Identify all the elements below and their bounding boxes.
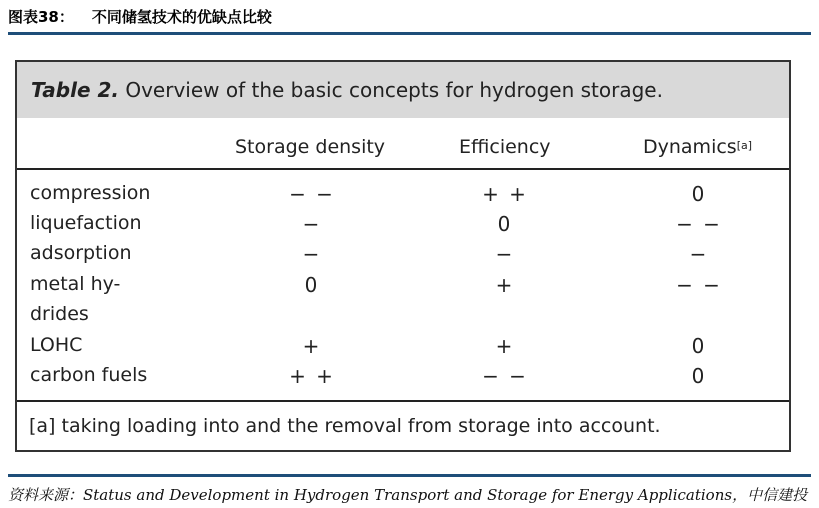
header-dynamics-text: Dynamics xyxy=(643,136,737,158)
table-cell: + xyxy=(495,273,515,297)
table-cell: − − xyxy=(482,364,528,388)
figure-label: 图表38： xyxy=(8,8,74,26)
table-cell: 0 xyxy=(304,273,320,297)
table-cell: − xyxy=(495,242,515,266)
header-storage-density: Storage density xyxy=(235,136,386,158)
table-cell: − − xyxy=(676,273,722,297)
bottom-divider xyxy=(8,474,811,477)
table-cell: 0 xyxy=(497,212,513,236)
row-label: compression xyxy=(30,182,151,204)
row-label: LOHC xyxy=(30,334,83,356)
table-cell: − − xyxy=(289,182,335,206)
table-cell: − xyxy=(302,242,322,266)
source-note: 资料来源：Status and Development in Hydrogen Transport and Storage for Energy Applications，中信建投 xyxy=(8,486,808,504)
header-dynamics-footnote-mark: [a] xyxy=(736,139,753,152)
row-label: adsorption xyxy=(30,242,132,264)
table-cell: − xyxy=(689,242,709,266)
row-label: metal hy- xyxy=(30,273,121,295)
table-cell: + xyxy=(302,334,322,358)
caption-text: Overview of the basic concepts for hydrogen storage. xyxy=(125,78,663,102)
table-cell: + + xyxy=(482,182,528,206)
header-dynamics xyxy=(643,136,752,158)
caption-label: Table 2. xyxy=(31,78,119,102)
storage-table xyxy=(15,60,791,452)
table-cell: − xyxy=(302,212,322,236)
top-divider xyxy=(8,32,811,35)
figure-title-text: 不同储氢技术的优缺点比较 xyxy=(91,8,272,26)
table-cell: + + xyxy=(289,364,335,388)
table-caption xyxy=(31,78,663,102)
table-footnote: [a] taking loading into and the removal from storage into account. xyxy=(29,415,661,437)
table-cell: − − xyxy=(676,212,722,236)
header-efficiency: Efficiency xyxy=(459,136,551,158)
row-label: liquefaction xyxy=(30,212,142,234)
row-label: carbon fuels xyxy=(30,364,148,386)
table-cell: + xyxy=(495,334,515,358)
table-cell: 0 xyxy=(691,364,707,388)
table-cell: 0 xyxy=(691,182,707,206)
table-cell: 0 xyxy=(691,334,707,358)
figure-title xyxy=(8,6,272,28)
row-label-continuation: drides xyxy=(30,303,89,325)
header-rule xyxy=(17,168,789,170)
footer-rule xyxy=(17,400,789,402)
